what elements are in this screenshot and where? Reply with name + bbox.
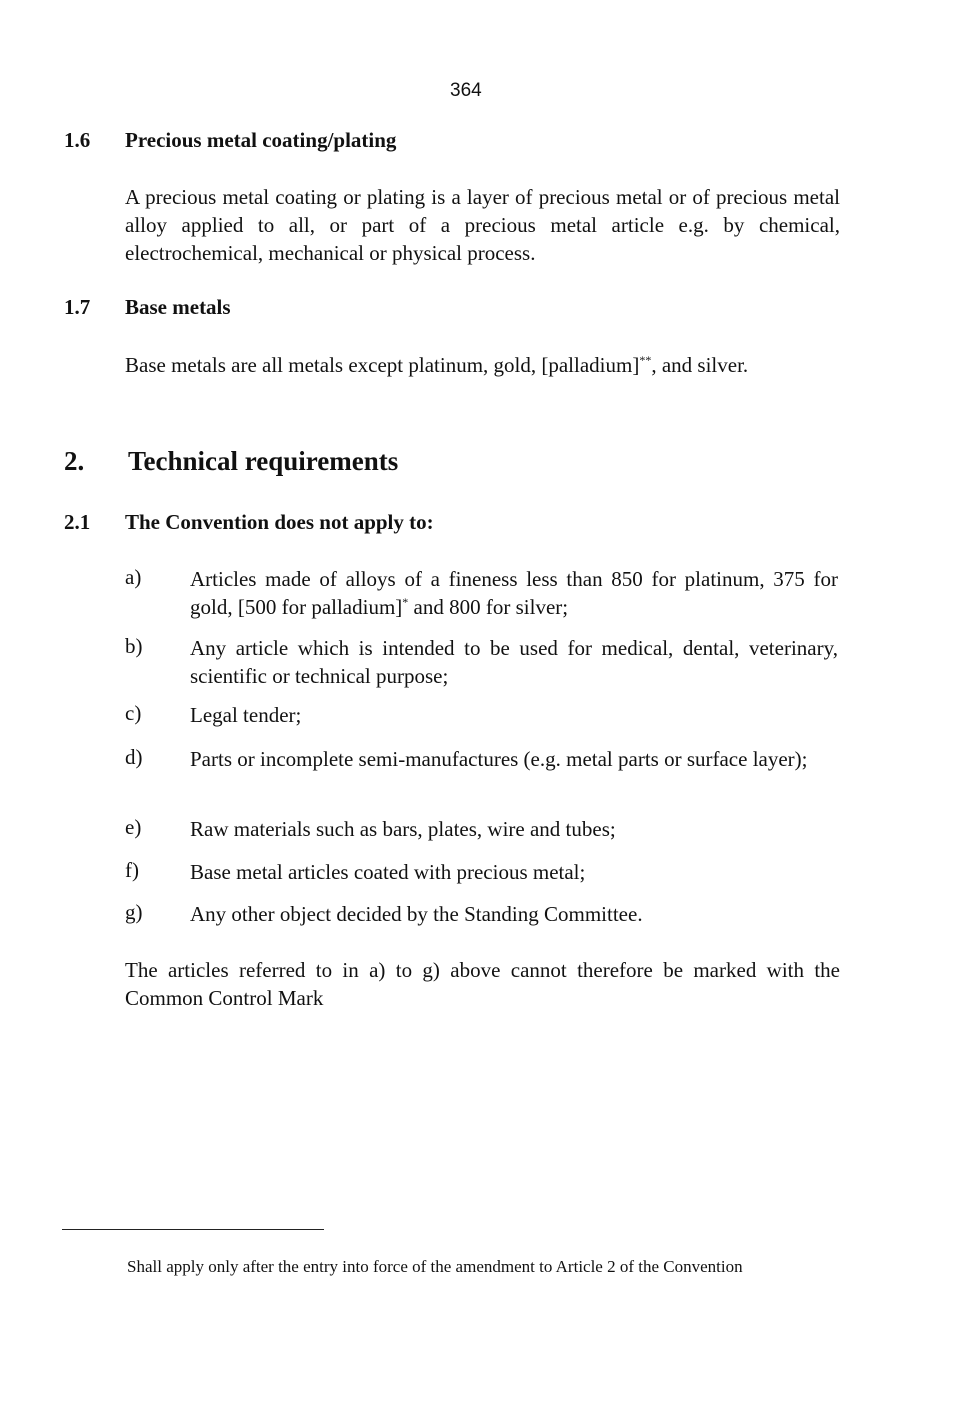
section-2-1-title: The Convention does not apply to:	[125, 510, 434, 534]
list-item-text-g: Any other object decided by the Standing Committee.	[190, 902, 643, 926]
list-item-text-f: Base metal articles coated with precious metal;	[190, 860, 586, 884]
section-1-7-number: 1.7	[64, 295, 91, 319]
section-2-number: 2.	[64, 446, 85, 476]
section-1-6-number: 1.6	[64, 128, 91, 152]
section-1-6-title: Precious metal coating/plating	[125, 128, 397, 152]
footnote-marker-single: *	[402, 595, 409, 609]
list-item-text-e: Raw materials such as bars, plates, wire and tubes;	[190, 817, 616, 841]
item-a-text-after: and 800 for silver;	[408, 595, 569, 619]
footnote-marker-double: **	[639, 353, 652, 367]
list-item-text-c: Legal tender;	[190, 703, 302, 727]
section-1-7-paragraph	[125, 351, 840, 379]
list-item-letter-g: g)	[125, 900, 143, 924]
footnote-divider	[62, 1229, 324, 1230]
footnote-text: Shall apply only after the entry into force of the amendment to Article 2 of the Convention	[127, 1257, 743, 1276]
closing-paragraph: The articles referred to in a) to g) above cannot therefore be marked with the Common Control Mark	[125, 958, 840, 1010]
base-metals-text-after: , and silver.	[651, 353, 749, 377]
section-1-7-title: Base metals	[125, 295, 231, 319]
list-item-letter-e: e)	[125, 815, 142, 839]
list-item-letter-b: b)	[125, 634, 143, 658]
item-a-text-before: Articles made of alloys of a fineness less than 850 for platinum, 375 for gold, [500 for palladium]	[190, 567, 838, 619]
list-item-letter-d: d)	[125, 745, 143, 769]
list-item-text-a	[190, 565, 838, 621]
section-2-1-number: 2.1	[64, 510, 91, 534]
section-2-title: Technical requirements	[128, 446, 399, 476]
base-metals-text-before: Base metals are all metals except platinum, gold, [palladium]	[125, 353, 640, 377]
list-item-letter-a: a)	[125, 565, 142, 589]
page-number: 364	[450, 80, 482, 101]
section-1-6-paragraph: A precious metal coating or plating is a layer of precious metal or of precious metal alloy applied to all, or part of a precious metal article e.g. by chemical, electrochemical, mechanical or physical process.	[125, 185, 840, 265]
list-item-text-d: Parts or incomplete semi-manufactures (e.g. metal parts or surface layer);	[190, 747, 808, 771]
list-item-text-b: Any article which is intended to be used for medical, dental, veterinary, scientific or technical purpose;	[190, 636, 838, 688]
list-item-letter-f: f)	[125, 858, 139, 882]
list-item-letter-c: c)	[125, 701, 142, 725]
